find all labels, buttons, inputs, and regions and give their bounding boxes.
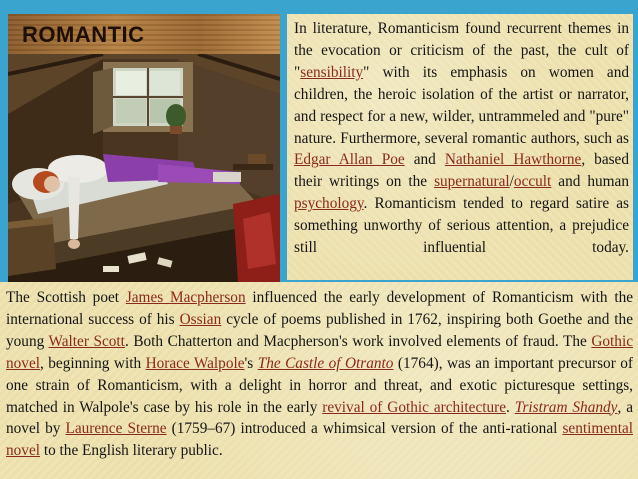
bottom-text-segment: , a novel by bbox=[6, 398, 633, 438]
intro-panel bbox=[287, 14, 633, 280]
bottom-text-segment: influenced the early development of Romanticism with the international success of his bbox=[6, 289, 634, 328]
bottom-text-segment: (1764), was an important precursor of one strain of Romanticism, with a delight in horror and threat, and exotic picturesque settings, matched in Walpole's case by his role in the early bbox=[6, 354, 634, 416]
link-horace-walpole[interactable]: Horace Walpole bbox=[145, 354, 245, 372]
painting-image bbox=[8, 54, 280, 282]
link-supernatural[interactable]: supernatural bbox=[434, 173, 510, 191]
link-castle-of-otranto[interactable] bbox=[258, 355, 394, 372]
link-james-macpherson[interactable]: James Macpherson bbox=[125, 289, 246, 306]
link-laurence-sterne[interactable]: Laurence Sterne bbox=[65, 420, 167, 438]
link-sensibility[interactable]: sensibility bbox=[300, 63, 364, 81]
bottom-text-segment: (1759–67) introduced a whimsical version of the anti-rational bbox=[166, 420, 563, 438]
bottom-text-segment: cycle of poems published in 1762, inspiring both Goethe and the young bbox=[6, 310, 633, 350]
intro-paragraph bbox=[294, 18, 629, 259]
bottom-panel bbox=[0, 282, 638, 479]
bottom-text-segment: . Both Chatterton and Macpherson's work involved elements of fraud. The bbox=[124, 332, 592, 350]
link-gothic-revival[interactable]: revival of Gothic architecture bbox=[322, 398, 507, 416]
bottom-text-segment: The Scottish poet bbox=[6, 289, 126, 306]
link-sentimental-novel[interactable]: sentimental novel bbox=[6, 420, 633, 460]
link-castle-of-otranto-text[interactable]: The Castle of Otranto bbox=[257, 354, 394, 372]
link-tristram-shandy[interactable] bbox=[515, 399, 618, 416]
link-walter-scott[interactable]: Walter Scott bbox=[48, 332, 125, 350]
title-bar bbox=[8, 14, 280, 54]
intro-text-segment: " with its emphasis on women and children, the heroic isolation of the artist or narrator, and respect for a new, wilder, untrammeled and "pure" nature. Furthermore, several romantic authors, such as bbox=[294, 63, 629, 147]
link-ossian[interactable]: Ossian bbox=[179, 310, 222, 328]
intro-text-segment: In literature, Romanticism found recurrent themes in the evocation or criticism of the past, the cult of " bbox=[294, 20, 629, 81]
bottom-text-segment: 's bbox=[244, 354, 258, 372]
intro-text-segment: , based their writings on the bbox=[294, 151, 629, 191]
link-occult[interactable]: occult bbox=[513, 173, 552, 191]
link-nathaniel-hawthorne[interactable]: Nathaniel Hawthorne bbox=[444, 151, 582, 169]
intro-text-segment: / bbox=[509, 173, 514, 191]
bottom-text-segment: to the English literary public. bbox=[40, 442, 223, 460]
link-edgar-allan-poe[interactable]: Edgar Allan Poe bbox=[294, 151, 405, 169]
intro-text-segment: and human bbox=[551, 173, 629, 191]
link-gothic-novel[interactable]: Gothic novel bbox=[6, 332, 633, 372]
painting-death-of-chatterton bbox=[8, 54, 280, 282]
bottom-paragraph bbox=[6, 287, 633, 462]
link-tristram-shandy-text[interactable]: Tristram Shandy bbox=[514, 398, 618, 416]
bottom-text-segment: , beginning with bbox=[40, 354, 146, 372]
bottom-text-segment: . bbox=[506, 398, 515, 416]
link-psychology[interactable]: psychology bbox=[294, 195, 364, 213]
intro-text-segment: . Romanticism tended to regard satire as something unworthy of serious attention, a prejudice still influential today. bbox=[294, 195, 629, 257]
intro-text-segment: and bbox=[404, 151, 445, 169]
slide-title: ROMANTIC bbox=[22, 22, 145, 47]
